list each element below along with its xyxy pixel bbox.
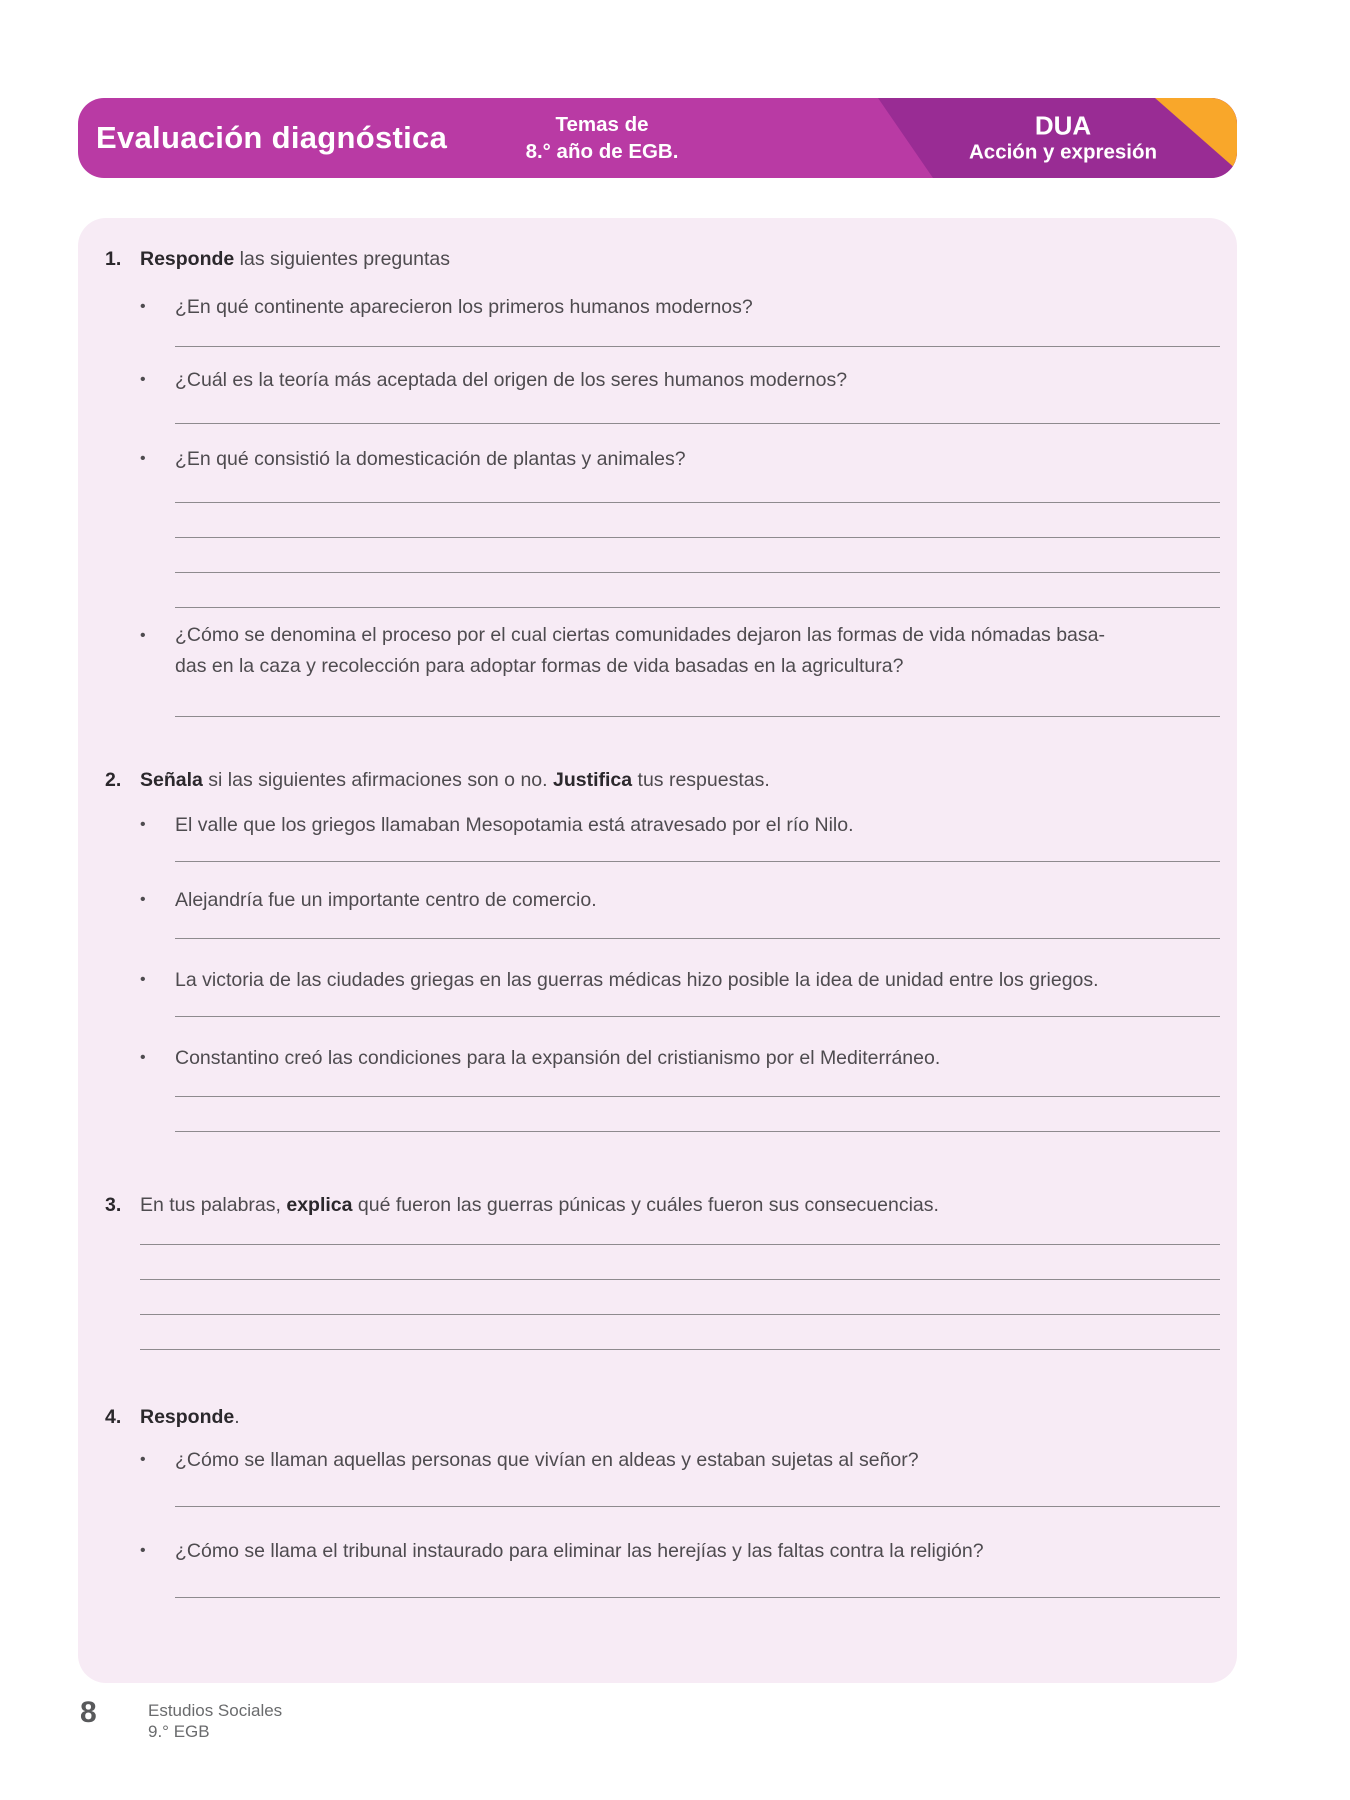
- header-topic: [502, 111, 702, 165]
- header-banner: [78, 98, 1237, 178]
- question-3: [105, 1192, 1220, 1218]
- bullet-icon: •: [140, 371, 146, 388]
- bullet-icon: •: [140, 971, 146, 988]
- answer-line: [175, 502, 1220, 503]
- topic-line-1: Temas de: [555, 113, 649, 136]
- answer-line: [140, 1349, 1220, 1350]
- page-number: 8: [80, 1696, 97, 1729]
- book-title: [148, 1700, 282, 1742]
- question-number: 4.: [105, 1406, 122, 1428]
- answer-line: [175, 607, 1220, 608]
- dua-subtitle: Acción y expresión: [969, 140, 1157, 164]
- answer-line: [140, 1244, 1220, 1245]
- bullet-text: ¿Cómo se llama el tribunal instaurado para eliminar las herejías y las faltas contra la religión?: [175, 1540, 984, 1562]
- bullet-icon: •: [140, 891, 146, 908]
- question-1: [105, 246, 1220, 272]
- answer-line: [175, 716, 1220, 717]
- answer-line: [140, 1279, 1220, 1280]
- bullet-text: ¿En qué continente aparecieron los primeros humanos modernos?: [175, 296, 753, 318]
- bullet-icon: •: [140, 298, 146, 315]
- dua-badge: [938, 112, 1188, 165]
- bullet-icon: •: [140, 1542, 146, 1559]
- bullet-item: [140, 620, 1220, 682]
- bullet-item: [140, 887, 1220, 913]
- question-number: 1.: [105, 248, 122, 270]
- answer-line: [175, 861, 1220, 862]
- question-number: 2.: [105, 769, 122, 791]
- answer-line: [140, 1314, 1220, 1315]
- bullet-item: [140, 812, 1220, 838]
- page-title: Evaluación diagnóstica: [96, 120, 448, 155]
- bullet-icon: •: [140, 1049, 146, 1066]
- book-title-line-2: 9.° EGB: [148, 1722, 210, 1741]
- bullet-item: [140, 1447, 1220, 1473]
- bullet-text: ¿En qué consistió la domesticación de plantas y animales?: [175, 448, 686, 470]
- answer-line: [175, 1016, 1220, 1017]
- bullet-icon: •: [140, 450, 146, 467]
- question-4: [105, 1404, 1220, 1430]
- answer-line: [175, 346, 1220, 347]
- book-title-line-1: Estudios Sociales: [148, 1701, 283, 1720]
- topic-line-2: 8.° año de EGB.: [525, 140, 679, 163]
- bullet-item: [140, 1538, 1220, 1564]
- bullet-item: [140, 294, 1220, 320]
- answer-line: [175, 537, 1220, 538]
- bullet-icon: •: [140, 816, 146, 833]
- question-text: Señala si las siguientes afirmaciones son o no. Justifica tus respuestas.: [140, 769, 770, 791]
- worksheet-panel: [78, 218, 1237, 1683]
- question-2: [105, 767, 1220, 793]
- question-text: Responde.: [140, 1406, 240, 1428]
- bullet-text: ¿Cuál es la teoría más aceptada del origen de los seres humanos modernos?: [175, 369, 848, 391]
- bullet-item: [140, 1045, 1220, 1071]
- answer-line: [175, 938, 1220, 939]
- question-text: En tus palabras, explica qué fueron las guerras púnicas y cuáles fueron sus consecuencias.: [140, 1194, 939, 1216]
- dua-title: DUA: [1034, 110, 1092, 141]
- answer-line: [175, 572, 1220, 573]
- answer-line: [175, 1506, 1220, 1507]
- bullet-icon: •: [140, 1451, 146, 1468]
- bullet-text: La victoria de las ciudades griegas en las guerras médicas hizo posible la idea de unidad entre los griegos.: [175, 969, 1099, 991]
- bullet-text: Constantino creó las condiciones para la expansión del cristianismo por el Mediterráneo.: [175, 1047, 941, 1069]
- answer-line: [175, 1096, 1220, 1097]
- bullet-item: [140, 367, 1220, 393]
- answer-line: [175, 1131, 1220, 1132]
- question-number: 3.: [105, 1194, 122, 1216]
- bullet-text: Alejandría fue un importante centro de comercio.: [175, 889, 597, 911]
- bullet-text: El valle que los griegos llamaban Mesopotamia está atravesado por el río Nilo.: [175, 814, 854, 836]
- bullet-item: [140, 446, 1220, 472]
- answer-line: [175, 423, 1220, 424]
- bullet-text: ¿Cómo se llaman aquellas personas que vivían en aldeas y estaban sujetas al señor?: [175, 1449, 919, 1471]
- answer-line: [175, 1597, 1220, 1598]
- bullet-icon: •: [140, 627, 146, 644]
- bullet-item: [140, 967, 1220, 993]
- question-text: Responde las siguientes preguntas: [140, 248, 450, 270]
- bullet-text: ¿Cómo se denomina el proceso por el cual ciertas comunidades dejaron las formas de vida nómadas basa- das en la caza y recolección para adoptar formas de vida basadas en la agricultura?: [175, 624, 1105, 677]
